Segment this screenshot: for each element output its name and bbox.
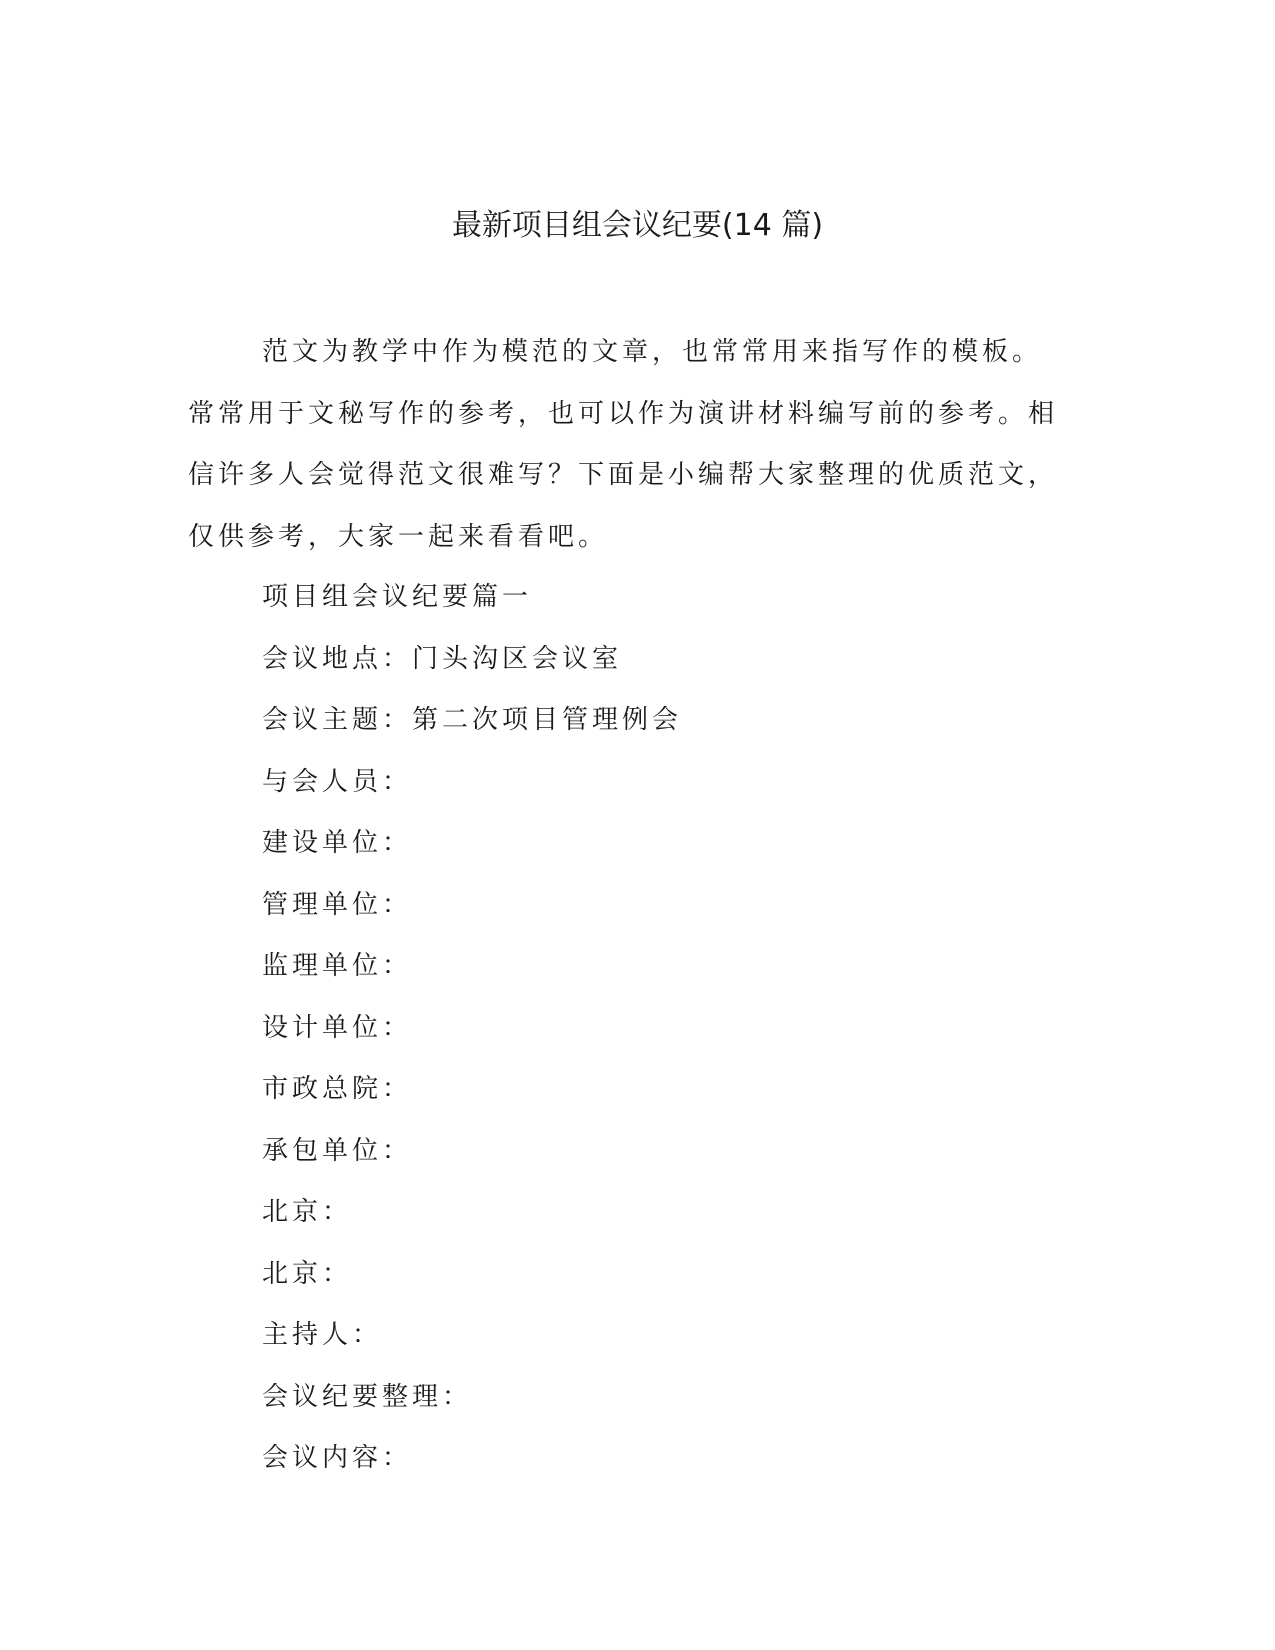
supervision-unit-label: 监理单位： (262, 951, 413, 981)
meeting-topic: 会议主题：第二次项目管理例会 (262, 705, 683, 735)
beijing-label-2: 北京： (262, 1258, 353, 1289)
beijing-label-1: 北京： (262, 1197, 353, 1227)
intro-paragraph: 范文为教学中作为模范的文章，也常常用来指写作的模板。常常用于文秘写作的参考，也可以作为演讲材料编写前的参考。相信许多人会觉得范文很难写？下面是小编帮大家整理的优质范文，仅供参考，大家一起来看看吧。 (188, 337, 1059, 552)
meeting-content-label: 会议内容： (262, 1443, 413, 1473)
contractor-unit-label: 承包单位： (262, 1135, 413, 1166)
attendees-label: 与会人员： (262, 766, 413, 797)
management-unit-label: 管理单位： (262, 889, 413, 920)
document-title: 最新项目组会议纪要(14 篇) (451, 208, 824, 243)
municipal-institute-label: 市政总院： (262, 1074, 413, 1104)
section-heading: 项目组会议纪要篇一 (262, 582, 533, 612)
host-label: 主持人： (262, 1320, 383, 1350)
construction-unit-label: 建设单位： (262, 828, 413, 858)
design-unit-label: 设计单位： (262, 1012, 413, 1043)
minutes-recorder-label: 会议纪要整理： (262, 1381, 473, 1412)
meeting-location: 会议地点：门头沟区会议室 (262, 643, 623, 674)
meeting-info-list (262, 576, 682, 1499)
